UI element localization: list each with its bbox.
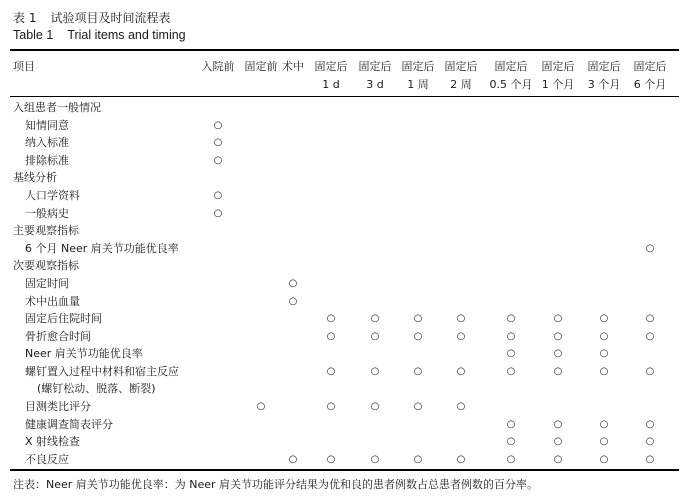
item-label: 不良反应 [25, 453, 69, 466]
check-mark: ○ [599, 454, 609, 465]
check-mark: ○ [256, 401, 266, 413]
check-mark: ○ [288, 295, 298, 307]
check-mark: ○ [370, 454, 380, 465]
item-label: 纳入标准 [25, 136, 69, 150]
table-footnote: 注表：Neer 肩关节功能优良率：为 Neer 肩关节功能评分结果为优和良的患者例数占总患者例数的百分率。 [13, 478, 539, 491]
item-label: 知情同意 [25, 118, 69, 132]
check-mark: ○ [645, 366, 655, 377]
header-col-line2: 6 个月 [633, 78, 667, 91]
header-col-line2: 1 d [322, 78, 340, 91]
header-col-line1: 固定后 [587, 60, 621, 73]
table-row [0, 169, 689, 186]
item-label: 螺钉置入过程中材料和宿主反应 [25, 365, 179, 378]
check-mark: ○ [645, 436, 655, 448]
check-mark: ○ [645, 330, 655, 342]
table-row [0, 257, 689, 274]
check-mark: ○ [645, 242, 655, 254]
header-col-line1: 固定后 [401, 60, 435, 73]
item-label: 固定时间 [25, 277, 69, 290]
table-row [0, 363, 689, 395]
check-mark: ○ [326, 366, 336, 377]
check-mark: ○ [553, 330, 563, 342]
table-row [0, 187, 689, 204]
check-mark: ○ [326, 454, 336, 465]
item-label: Neer 肩关节功能优良率 [25, 347, 143, 361]
check-mark: ○ [599, 418, 609, 430]
table-row [0, 310, 689, 327]
header-col-line1: 术中 [282, 60, 304, 73]
header-col-line1: 固定后 [541, 60, 575, 73]
table-row [0, 345, 689, 362]
check-mark: ○ [553, 454, 563, 465]
table-row [0, 222, 689, 239]
check-mark: ○ [599, 366, 609, 377]
table-caption-en: Trial items and timing [67, 28, 186, 42]
item-label: 骨折愈合时间 [25, 329, 91, 343]
check-mark: ○ [370, 401, 380, 413]
check-mark: ○ [413, 366, 423, 377]
check-mark: ○ [506, 313, 516, 325]
check-mark: ○ [456, 330, 466, 342]
table-row [0, 451, 689, 468]
check-mark: ○ [506, 366, 516, 377]
table-row [0, 293, 689, 310]
table-row [0, 398, 689, 415]
item-label: 一般病史 [25, 206, 69, 220]
check-mark: ○ [456, 401, 466, 413]
item-label: 人口学资料 [25, 189, 80, 202]
table-row [0, 275, 689, 292]
item-label: 目测类比评分 [25, 400, 91, 414]
bottom-rule [10, 469, 679, 471]
item-label: X 射线检查 [25, 435, 81, 449]
check-mark: ○ [213, 137, 223, 149]
check-mark: ○ [553, 366, 563, 377]
check-mark: ○ [413, 454, 423, 465]
header-col-line2: 3 d [366, 78, 384, 91]
table-row [0, 240, 689, 257]
header-col-line1: 固定后 [494, 60, 528, 73]
header-col-line1: 固定后 [358, 60, 392, 73]
check-mark: ○ [413, 401, 423, 413]
header-col-line2: 0.5 个月 [489, 78, 533, 91]
check-mark: ○ [599, 330, 609, 342]
check-mark: ○ [599, 313, 609, 325]
check-mark: ○ [599, 436, 609, 448]
section-label: 主要观察指标 [13, 224, 79, 238]
item-label: 固定后住院时间 [25, 312, 102, 326]
table-row [0, 152, 689, 169]
check-mark: ○ [506, 348, 516, 360]
header-col-line2: 1 个月 [541, 78, 575, 91]
check-mark: ○ [413, 330, 423, 342]
header-col-10 [620, 58, 680, 94]
check-mark: ○ [326, 401, 336, 413]
check-mark: ○ [288, 454, 298, 465]
check-mark: ○ [326, 313, 336, 325]
header-col-line1: 入院前 [201, 60, 235, 73]
check-mark: ○ [645, 313, 655, 325]
check-mark: ○ [213, 207, 223, 219]
header-item-label: 项目 [13, 60, 35, 73]
check-mark: ○ [506, 330, 516, 342]
check-mark: ○ [370, 313, 380, 325]
check-mark: ○ [326, 330, 336, 342]
check-mark: ○ [506, 418, 516, 430]
top-rule [10, 49, 679, 51]
table-caption-zh: 试验项目及时间流程表 [50, 11, 171, 25]
check-mark: ○ [456, 366, 466, 377]
header-col-line1: 固定后 [633, 60, 667, 73]
header-col-line1: 固定后 [314, 60, 348, 73]
check-mark: ○ [288, 278, 298, 289]
check-mark: ○ [456, 454, 466, 465]
header-col-line2: 1 周 [407, 78, 429, 91]
check-mark: ○ [370, 330, 380, 342]
check-mark: ○ [213, 190, 223, 201]
check-mark: ○ [370, 366, 380, 377]
table-row [0, 117, 689, 134]
item-label: 健康调查简表评分 [25, 417, 113, 431]
check-mark: ○ [213, 154, 223, 166]
section-label: 次要观察指标 [13, 259, 79, 273]
table-title-zh [13, 9, 170, 26]
item-label: 术中出血量 [25, 294, 80, 308]
header-col-line1: 固定后 [444, 60, 478, 73]
table-row [0, 205, 689, 222]
check-mark: ○ [553, 348, 563, 360]
check-mark: ○ [456, 313, 466, 325]
header-rule [10, 96, 679, 97]
check-mark: ○ [645, 418, 655, 430]
item-label-continuation: (螺钉松动、脱落、断裂) [37, 382, 156, 395]
item-label: 排除标准 [25, 153, 69, 167]
header-col-line2: 3 个月 [587, 78, 621, 91]
table-row [0, 328, 689, 345]
check-mark: ○ [413, 313, 423, 325]
table-number-zh: 表 1 [13, 11, 37, 25]
item-label: 6 个月 Neer 肩关节功能优良率 [25, 241, 179, 255]
table-row [0, 433, 689, 450]
table-row [0, 416, 689, 433]
check-mark: ○ [599, 348, 609, 360]
check-mark: ○ [506, 454, 516, 465]
check-mark: ○ [213, 119, 223, 131]
section-label: 基线分析 [13, 171, 57, 185]
check-mark: ○ [645, 454, 655, 465]
table-row [0, 99, 689, 116]
table-row [0, 134, 689, 151]
check-mark: ○ [553, 418, 563, 430]
check-mark: ○ [553, 313, 563, 325]
table-number-en: Table 1 [13, 28, 54, 42]
check-mark: ○ [506, 436, 516, 448]
header-col-line2: 2 周 [450, 78, 472, 91]
check-mark: ○ [553, 436, 563, 448]
table-title-en [13, 28, 186, 42]
section-label: 入组患者一般情况 [13, 101, 101, 114]
header-col-line1: 固定前 [244, 60, 278, 73]
